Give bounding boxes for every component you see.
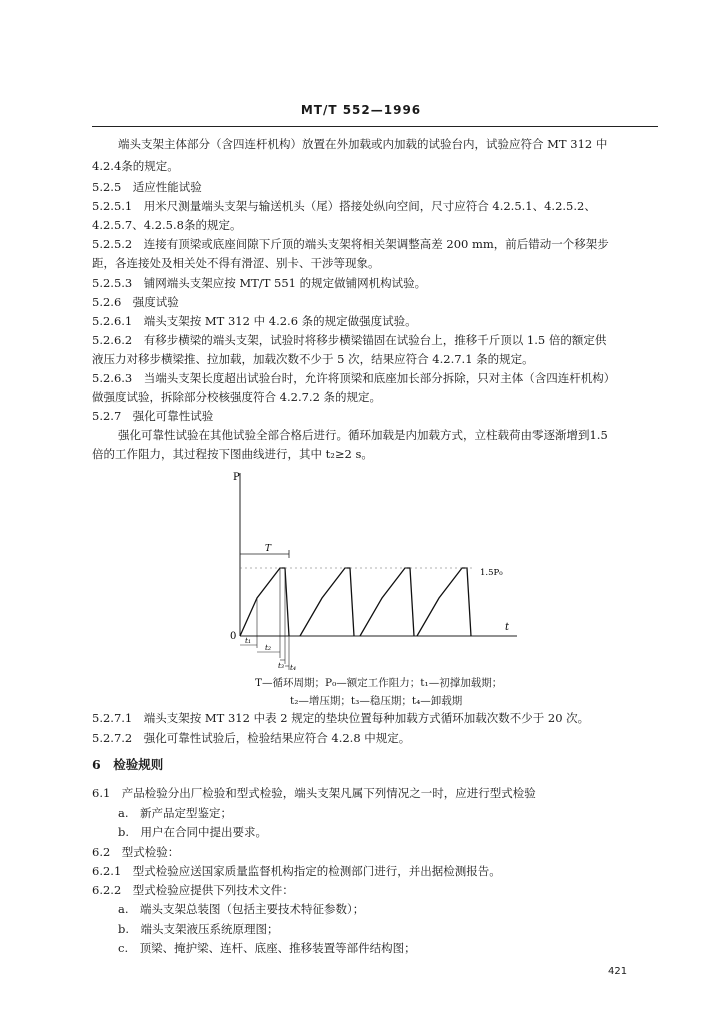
period-label: T <box>265 544 272 554</box>
paragraph-line: 6.2.1 型式检验应送国家质量监督机构指定的检测部门进行，并出据检测报告。 <box>92 864 501 878</box>
t1-label: t₁ <box>245 636 252 645</box>
list-item: a. 新产品定型鉴定； <box>118 806 233 820</box>
paragraph-line: 5.2.5.2 连接有顶梁或底座间隙下斤顶的端头支架将相关架调整高差 200 mm，前后错动一个移架步 <box>92 237 609 251</box>
origin-label: 0 <box>230 631 237 642</box>
chapter-heading: 6 检验规则 <box>92 757 164 772</box>
paragraph-line: 4.2.4条的规定。 <box>92 159 179 173</box>
section-heading: 5.2.7 强化可靠性试验 <box>92 409 214 423</box>
list-item: a. 端头支架总装图（包括主要技术特征参数）； <box>118 902 365 916</box>
axis-label-t: t <box>505 622 510 633</box>
paragraph-line: 6.2.2 型式检验应提供下列技术文件： <box>92 883 294 897</box>
t3-label: t₃ <box>278 661 285 670</box>
page-number: 421 <box>608 966 628 977</box>
list-item: b. 用户在合同中提出要求。 <box>118 825 268 839</box>
paragraph-line: 5.2.6.1 端头支架按 MT 312 中 4.2.6 条的规定做强度试验。 <box>92 314 417 328</box>
page-header: MT/T 552—1996 <box>300 103 422 117</box>
axis-label-p: P <box>233 472 240 483</box>
list-item: b. 端头支架液压系统原理图； <box>118 922 279 936</box>
paragraph-line: 5.2.7.2 强化可靠性试验后，检验结果应符合 4.2.8 中规定。 <box>92 731 411 745</box>
load-cycle-3 <box>360 568 414 636</box>
section-heading: 5.2.5 适应性能试验 <box>92 180 202 194</box>
header-rule <box>92 126 658 127</box>
paragraph-line: 倍的工作阻力，其过程按下图曲线进行，其中 t₂≥2 s。 <box>92 447 373 461</box>
load-cycle-1 <box>240 568 289 636</box>
paragraph-line: 6.1 产品检验分出厂检验和型式检验，端头支架凡属下列情况之一时，应进行型式检验 <box>92 786 536 800</box>
paragraph-line: 端头支架主体部分（含四连杆机构）放置在外加载或内加载的试验台内，试验应符合 MT 312 中 <box>118 137 608 151</box>
paragraph-line: 做强度试验，拆除部分校核强度符合 4.2.7.2 条的规定。 <box>92 390 382 404</box>
paragraph-line: 5.2.5.3 铺网端头支架应按 MT/T 551 的规定做铺网机构试验。 <box>92 276 427 290</box>
paragraph-line: 5.2.6.3 当端头支架长度超出试验台时，允许将顶梁和底座加长部分拆除，只对主体（含四连杆机构） <box>92 371 616 385</box>
level-label: 1.5P₀ <box>480 568 503 578</box>
paragraph-line: 5.2.7.1 端头支架按 MT 312 中表 2 规定的垫块位置每种加载方式循环加载次数不少于 20 次。 <box>92 711 590 725</box>
paragraph-line: 距，各连接处及相关处不得有滑涩、别卡、干涉等现象。 <box>92 256 380 270</box>
paragraph-line: 强化可靠性试验在其他试验全部合格后进行。循环加载是内加载方式，立柱载荷由零逐渐增到1.5 <box>118 428 608 442</box>
load-cycle-2 <box>300 568 354 636</box>
paragraph-line: 5.2.6.2 有移步横梁的端头支架，试验时将移步横梁锚固在试验台上，推移千斤顶以 1.5 倍的额定供 <box>92 333 607 347</box>
loading-cycle-figure <box>225 468 525 678</box>
paragraph-line: 液压力对移步横梁推、拉加载，加载次数不少于 5 次，结果应符合 4.2.7.1 条的规定。 <box>92 352 534 366</box>
load-cycle-4 <box>417 568 471 636</box>
paragraph-line: 4.2.5.7、4.2.5.8条的规定。 <box>92 218 242 232</box>
t4-label: t₄ <box>290 663 297 672</box>
list-item: c. 顶梁、掩护梁、连杆、底座、推移装置等部件结构图； <box>118 941 416 955</box>
paragraph-line: 6.2 型式检验： <box>92 845 180 859</box>
section-heading: 5.2.6 强度试验 <box>92 295 179 309</box>
figure-caption: T—循环周期；P₀—额定工作阻力；t₁—初撑加载期； <box>255 677 503 689</box>
figure-caption: t₂—增压期；t₃—稳压期；t₄—卸载期 <box>290 695 463 707</box>
t2-label: t₂ <box>265 643 272 652</box>
paragraph-line: 5.2.5.1 用米尺测量端头支架与输送机头（尾）搭接处纵向空间，尺寸应符合 4.2.5.1、4.2.5.2、 <box>92 199 596 213</box>
